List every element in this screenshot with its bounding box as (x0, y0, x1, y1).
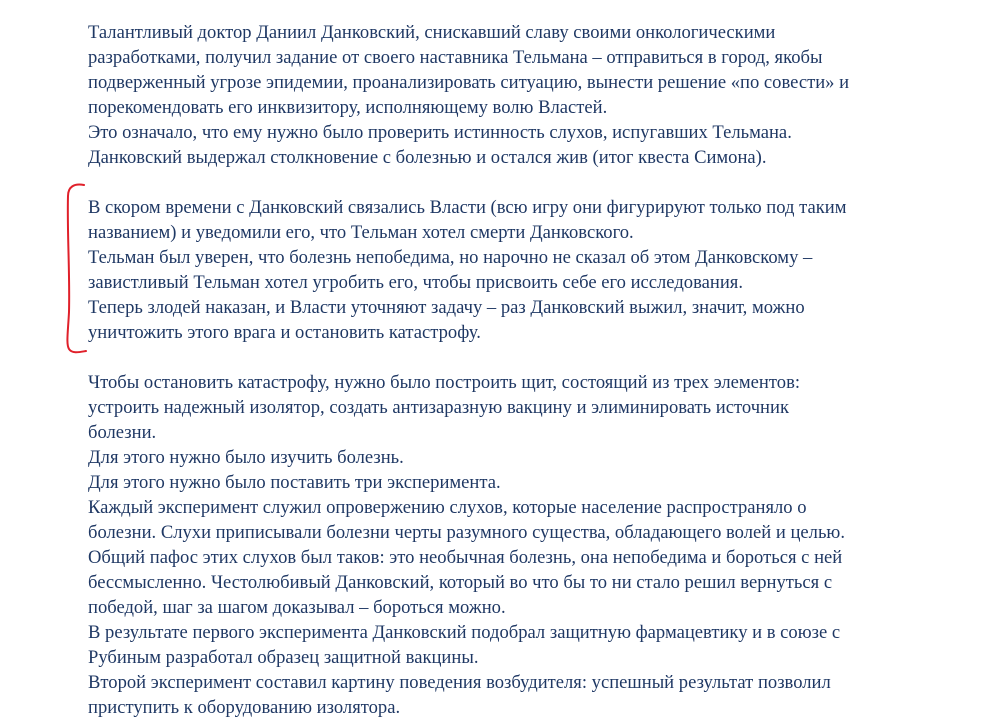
text-line: Рубиным разработал образец защитной вакцины. (88, 647, 479, 668)
text-line: приступить к оборудованию изолятора. (88, 697, 401, 718)
text-line: победой, шаг за шагом доказывал – бороться можно. (88, 597, 506, 618)
text-line: В скором времени с Данковский связались Власти (всю игру они фигурируют только под таким (88, 197, 847, 218)
text-line: бессмысленно. Честолюбивый Данковский, который во что бы то ни стало решил вернуться с (88, 572, 833, 593)
document-body (88, 20, 948, 720)
text-line: Второй эксперимент составил картину поведения возбудителя: успешный результат позволил (88, 672, 831, 693)
text-line: болезни. Слухи приписывали болезни черты разумного существа, обладающего волей и целью. (88, 522, 845, 543)
text-line: Общий пафос этих слухов был таков: это необычная болезнь, она непобедима и бороться с ней (88, 547, 843, 568)
paragraph-intro (88, 20, 948, 170)
text-line: уничтожить этого врага и остановить катастрофу. (88, 322, 481, 343)
paragraph-experiments (88, 370, 948, 720)
text-line: названием) и уведомили его, что Тельман хотел смерти Данковского. (88, 222, 634, 243)
text-line: порекомендовать его инквизитору, исполняющему волю Властей. (88, 97, 608, 118)
text-line: В результате первого эксперимента Данковский подобрал защитную фармацевтику и в союзе с (88, 622, 841, 643)
text-line: завистливый Тельман хотел угробить его, чтобы присвоить себе его исследования. (88, 272, 743, 293)
text-line: подверженный угрозе эпидемии, проанализировать ситуацию, вынести решение «по совести» и (88, 72, 850, 93)
paragraph-gap (88, 345, 948, 370)
text-line: разработками, получил задание от своего наставника Тельмана – отправиться в город, якобы (88, 47, 823, 68)
annotation-bracket (56, 182, 90, 356)
paragraph-authorities (88, 195, 948, 345)
text-line: болезни. (88, 422, 157, 443)
text-line: Теперь злодей наказан, и Власти уточняют задачу – раз Данковский выжил, значит, можно (88, 297, 805, 318)
text-line: Данковский выдержал столкновение с болезнью и остался жив (итог квеста Симона). (88, 147, 767, 168)
text-line: Для этого нужно было изучить болезнь. (88, 447, 404, 468)
text-line: Это означало, что ему нужно было проверить истинность слухов, испугавших Тельмана. (88, 122, 792, 143)
text-line: Талантливый доктор Даниил Данковский, снискавший славу своими онкологическими (88, 22, 776, 43)
paragraph-gap (88, 170, 948, 195)
text-line: устроить надежный изолятор, создать антизаразную вакцину и элиминировать источник (88, 397, 789, 418)
text-line: Чтобы остановить катастрофу, нужно было построить щит, состоящий из трех элементов: (88, 372, 801, 393)
text-line: Тельман был уверен, что болезнь непобедима, но нарочно не сказал об этом Данковскому – (88, 247, 813, 268)
text-line: Для этого нужно было поставить три эксперимента. (88, 472, 501, 493)
text-line: Каждый эксперимент служил опровержению слухов, которые население распространяло о (88, 497, 807, 518)
